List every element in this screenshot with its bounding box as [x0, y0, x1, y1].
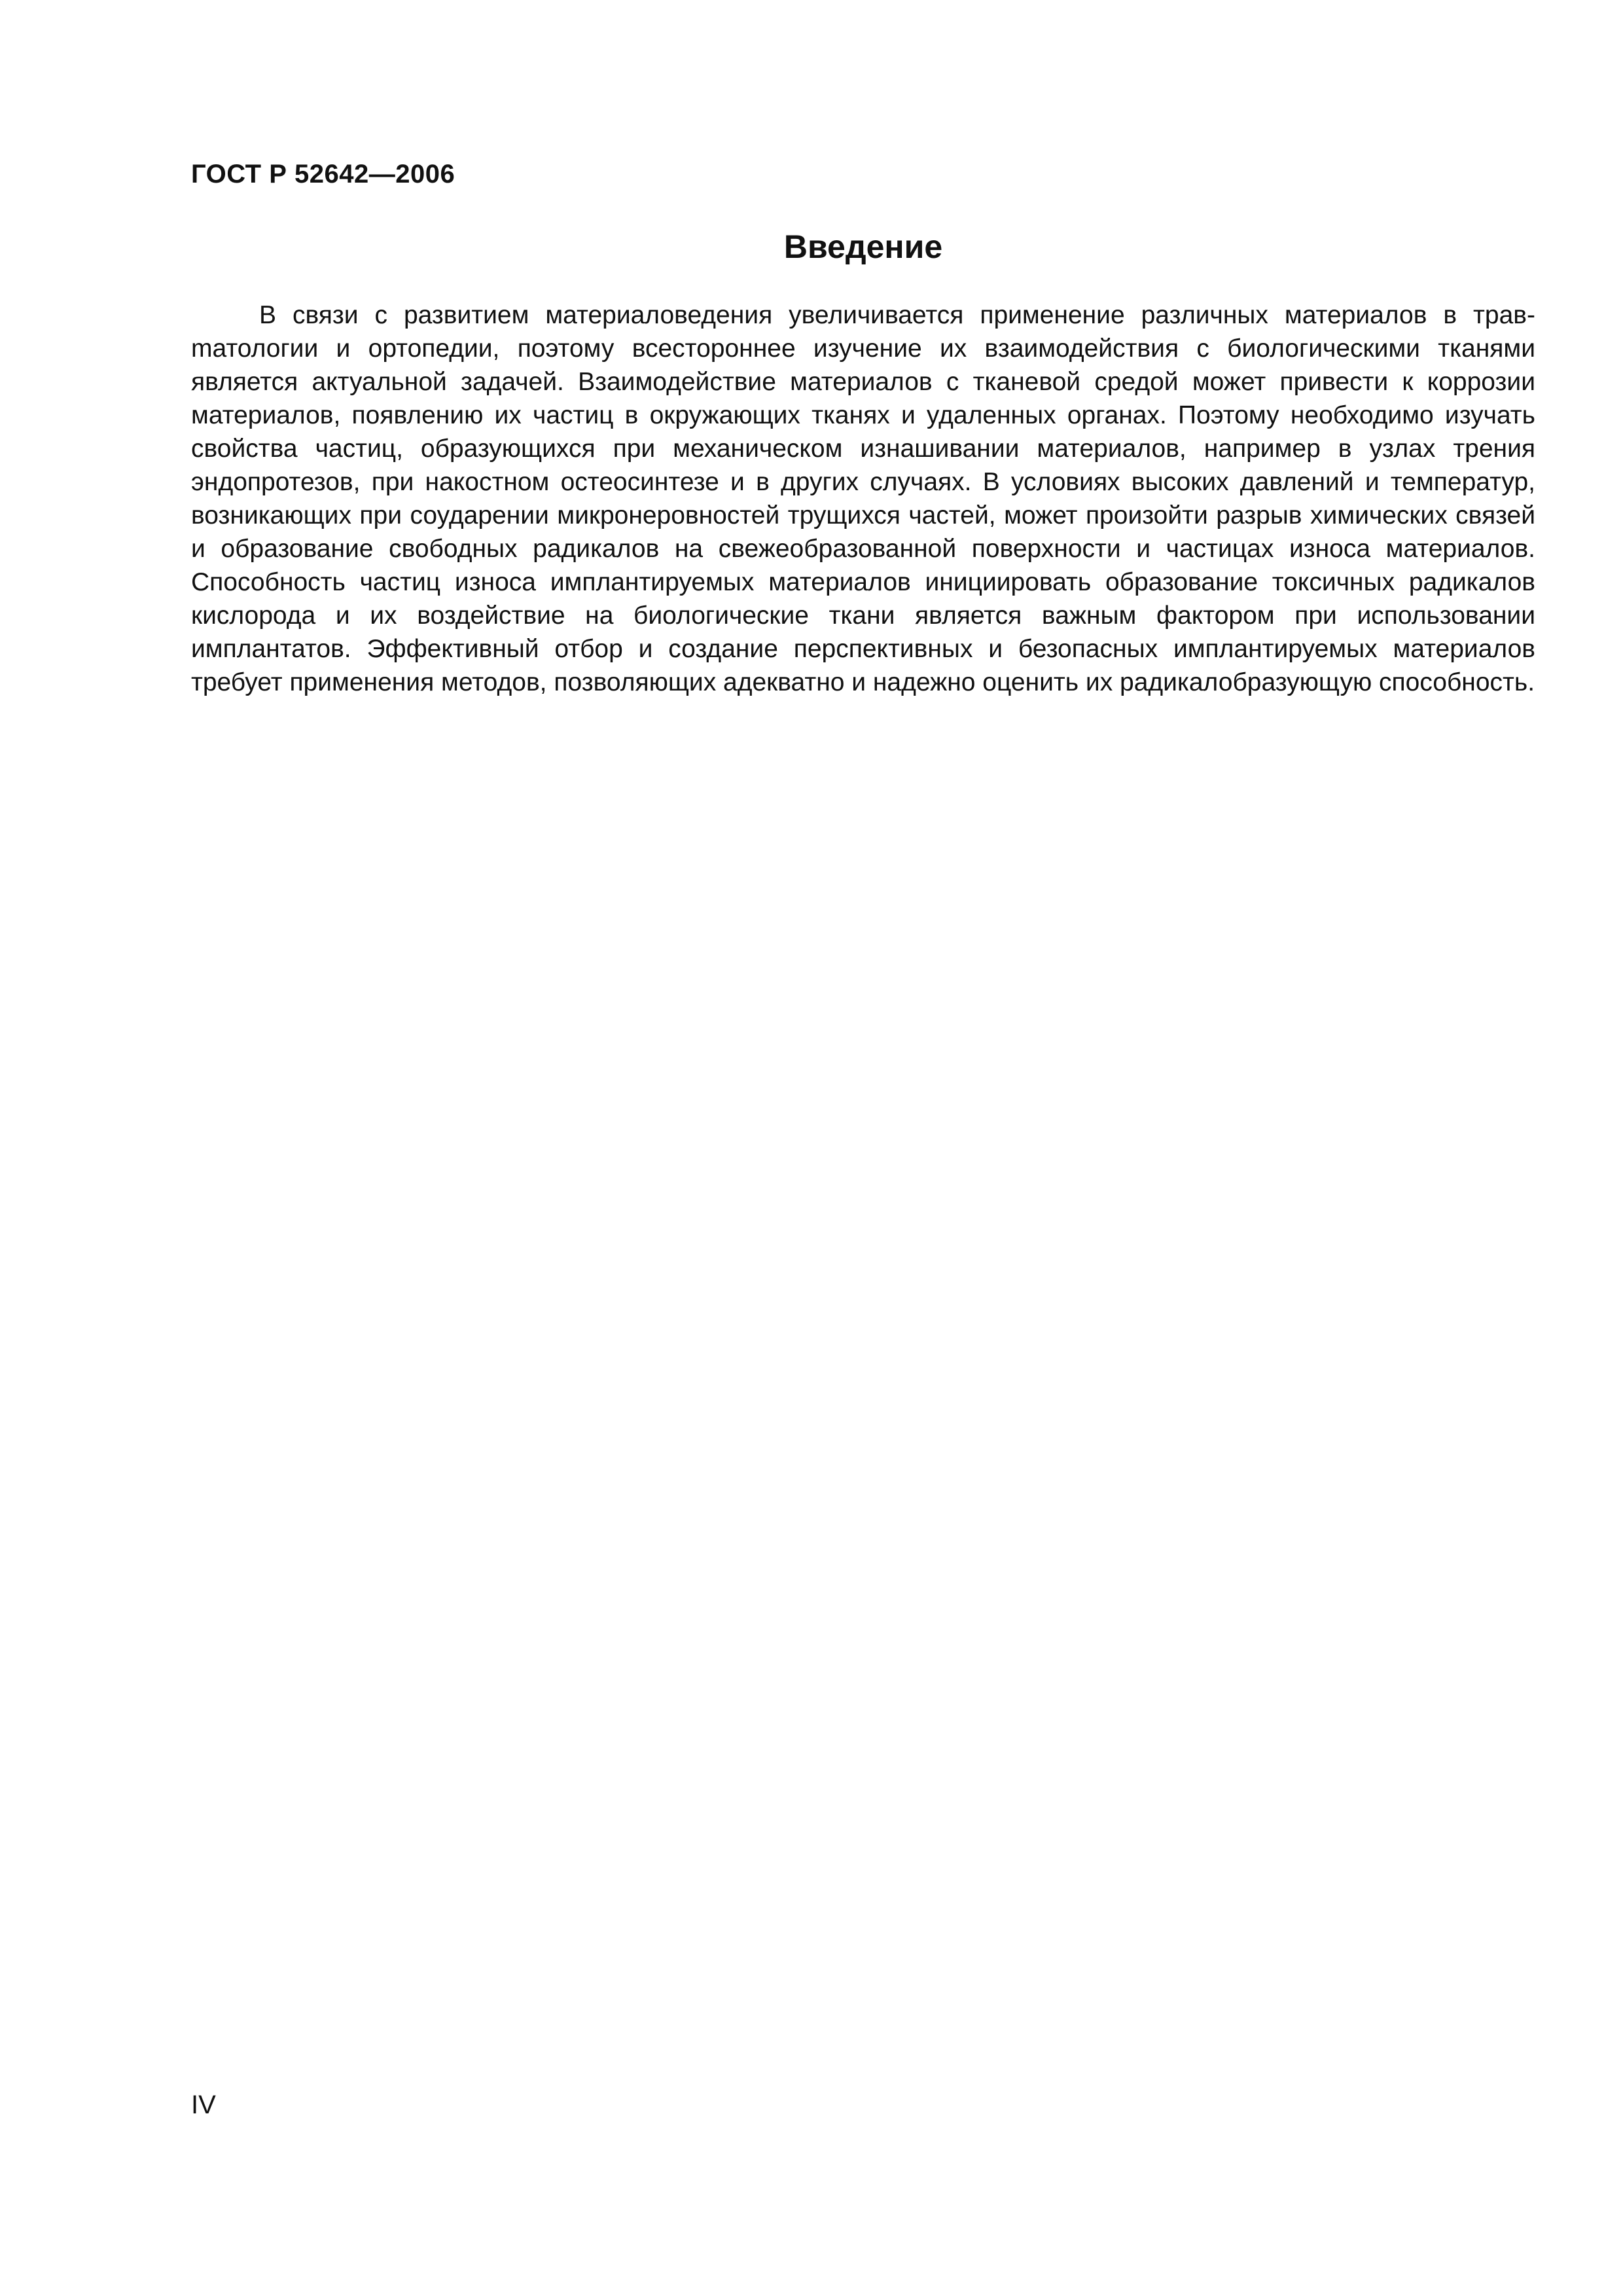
introduction-paragraph: В связи с развитием материаловедения увеличивается применение различных материалов в травmатологии и ортопедии, поэтому всестороннее изучение их взаимодействия с биологическими тканями является актуальной задачей. Взаимодействие материалов с тканевой средой может привести к коррозии материалов, появлению их частиц в окружающих тканях и удаленных органах. Поэтому необходимо изучать свойства частиц, образующихся при механическом изнашивании материалов, например в узлах трения эндопротезов, при накостном остеосинтезе и в других случаях. В условиях высоких давлений и температур, возникающих при соударении микронеровностей трущихся частей, может произойти разрыв химических связей и образование свободных радикалов на свежеобразованной поверхности и частицах износа материалов. Способность частиц износа имплантируемых материалов инициировать образование токсичных радикалов кислорода и их воздействие на биологические ткани является важным фактором при использовании имплантатов. Эффективный отбор и создание перспективных и безопасных имплантируемых материалов требует применения методов, позволяющих адекватно и надежно оценить их радикалобразующую способность.	[191, 301, 1535, 696]
page-number: IV	[191, 2090, 216, 2119]
document-code: ГОСТ Р 52642—2006	[191, 160, 455, 188]
section-title: Введение	[783, 228, 943, 265]
